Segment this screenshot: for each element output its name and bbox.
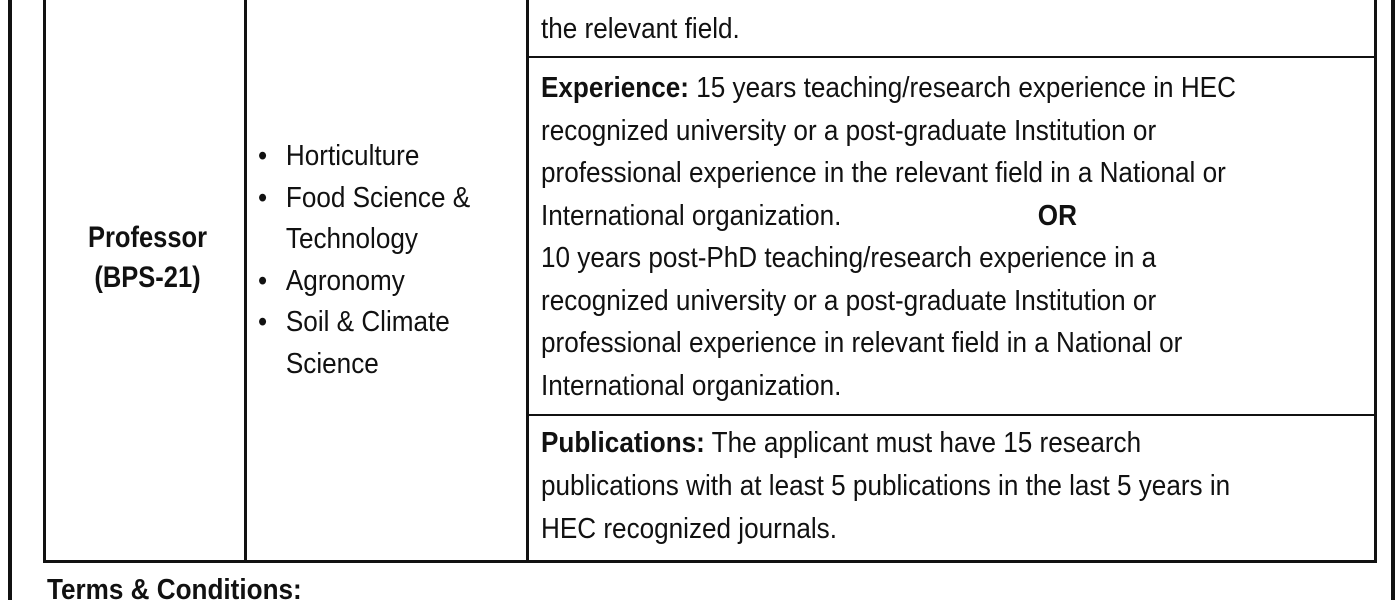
column-divider-2 <box>526 0 529 563</box>
table-bottom-border <box>43 560 1377 563</box>
or-separator: OR <box>1037 199 1077 232</box>
experience-text: International organization. <box>541 369 842 402</box>
qualification-divider <box>529 56 1374 58</box>
terms-heading: Terms & Conditions: <box>47 574 302 606</box>
post-grade: (BPS-21) <box>94 261 201 294</box>
experience-text: recognized university or a post-graduate Institution or <box>541 284 1157 317</box>
discipline-item: • Agronomy <box>258 261 494 303</box>
discipline-item: • Horticulture <box>258 136 494 178</box>
experience-text: recognized university or a post-graduate Institution or <box>541 114 1157 147</box>
publications-heading: Publications: <box>541 427 705 459</box>
column-divider-1 <box>244 0 247 563</box>
page-border-left <box>8 0 12 600</box>
post-name-cell <box>65 218 231 298</box>
qualification-text: the relevant field. <box>541 13 740 45</box>
publications-text: HEC recognized journals. <box>541 513 837 545</box>
experience-heading: Experience: <box>541 72 689 104</box>
page-border-right <box>1391 0 1395 600</box>
discipline-list <box>258 136 520 385</box>
publications-section <box>541 422 1358 551</box>
table-border-left <box>43 0 46 563</box>
experience-divider <box>529 414 1374 416</box>
publications-text: The applicant must have 15 research <box>711 427 1142 459</box>
experience-text: professional experience in the relevant field in a National or <box>541 157 1226 189</box>
qualification-section <box>541 9 1358 49</box>
discipline-item-continuation: Science <box>285 347 379 380</box>
discipline-item: • Soil & Climate <box>258 302 494 344</box>
experience-text: International organization. <box>541 199 842 232</box>
table-border-right <box>1374 0 1377 563</box>
experience-text: 10 years post-PhD teaching/research experience in a <box>541 242 1157 274</box>
experience-text: professional experience in relevant field in a National or <box>541 327 1183 359</box>
discipline-item-continuation: Technology <box>285 223 418 255</box>
experience-section <box>541 67 1358 407</box>
experience-text: 15 years teaching/research experience in HEC <box>696 72 1236 104</box>
publications-text: publications with at least 5 publications in the last 5 years in <box>541 470 1231 502</box>
discipline-item: • Food Science & <box>258 178 494 220</box>
post-title: Professor <box>87 221 208 254</box>
